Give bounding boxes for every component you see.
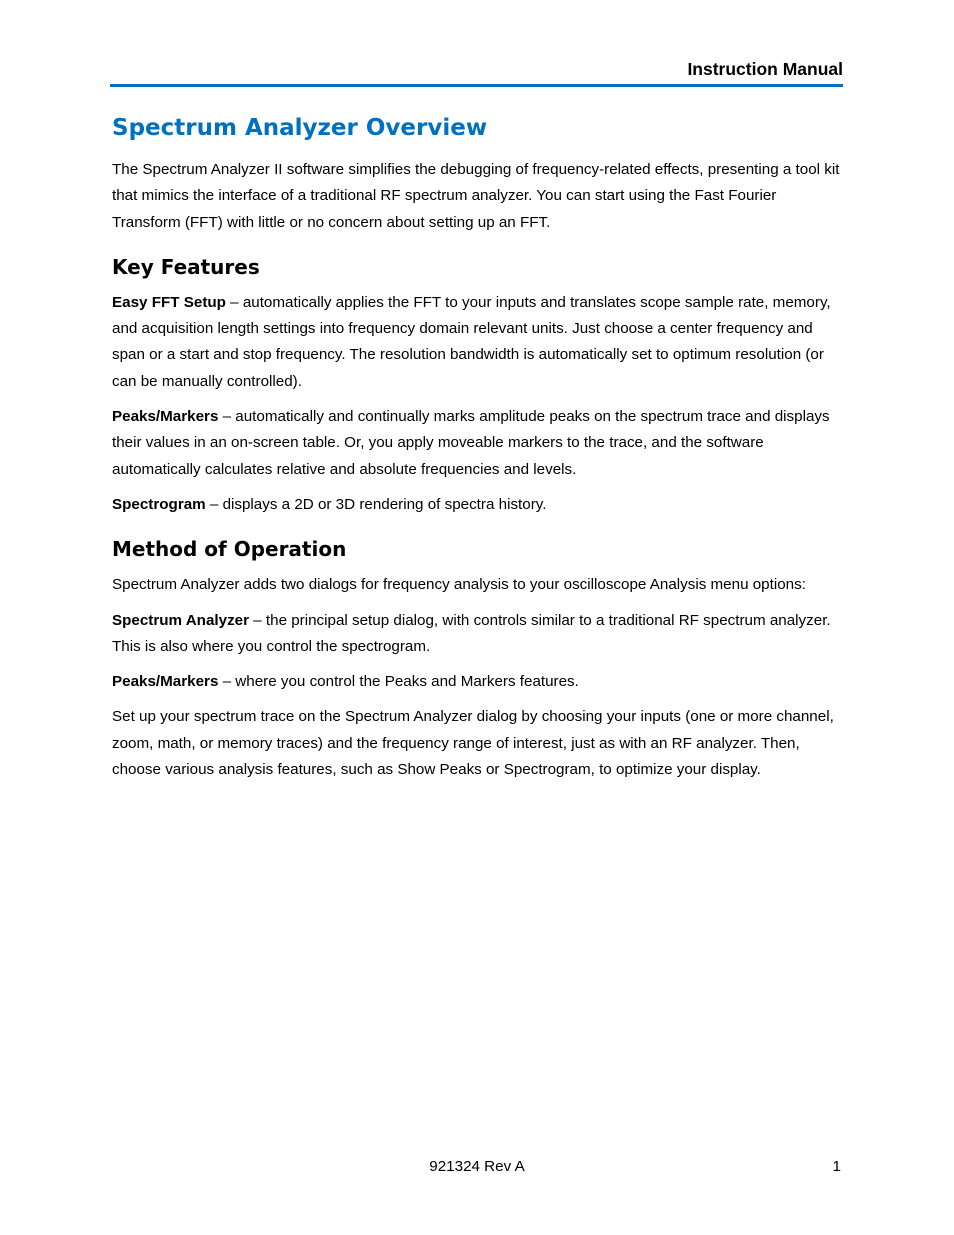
feature-term: Spectrogram [112,495,206,513]
dialog-term: Peaks/Markers [112,673,219,691]
feature-term: Peaks/Markers [112,408,219,426]
feature-description: – automatically and continually marks amplitude peaks on the spectrum trace and displays their values in an on-screen table. Or, you apply moveable markers to the trace, and the software automatically calculates relative and absolute frequencies and levels. [112,408,830,478]
method-closing: Set up your spectrum trace on the Spectrum Analyzer dialog by choosing your inputs (one or more channel, zoom, math, or memory traces) and the frequency range of interest, just as with an RF analyzer. Then, choose various analysis features, such as Show Peaks or Spectrogram, to optimize your display. [112,708,834,779]
dialog-description: – the principal setup dialog, with controls similar to a traditional RF spectrum analyzer. This is also where you control the spectrogram. [112,611,831,655]
feature-term: Easy FFT Setup [112,293,226,311]
page-title: Spectrum Analyzer Overview [112,115,488,141]
dialog-description: – where you control the Peaks and Markers features. [218,673,579,691]
feature-spectrogram [112,492,842,518]
dialog-peaks-markers [112,669,842,695]
feature-description: – automatically applies the FFT to your inputs and translates scope sample rate, memory, and acquisition length settings into frequency domain relevant units. Just choose a center frequency and span or a start and stop frequency. The resolution bandwidth is automatically set to optimum resolution (or can be manually controlled). [112,293,831,390]
footer-doc-id: 921324 Rev A [429,1158,525,1175]
header-rule [110,84,843,87]
method-intro: Spectrum Analyzer adds two dialogs for frequency analysis to your oscilloscope Analysis menu options: [112,576,806,594]
feature-peaks-markers [112,404,842,483]
feature-description: – displays a 2D or 3D rendering of spectra history. [205,495,547,513]
overview-intro: The Spectrum Analyzer II software simplifies the debugging of frequency-related effects, presenting a tool kit that mimics the interface of a traditional RF spectrum analyzer. You can start using the Fast Fourier Transform (FFT) with little or no concern about setting up an FFT. [112,161,840,231]
section-heading-method-of-operation: Method of Operation [112,537,347,562]
header-title: Instruction Manual [687,59,843,79]
footer-page-number: 1 [832,1158,841,1175]
section-heading-key-features: Key Features [112,254,260,279]
dialog-term: Spectrum Analyzer [112,611,250,629]
page-header [110,57,843,87]
page-content [112,112,842,792]
dialog-spectrum-analyzer [112,608,842,661]
feature-easy-fft-setup [112,290,842,395]
